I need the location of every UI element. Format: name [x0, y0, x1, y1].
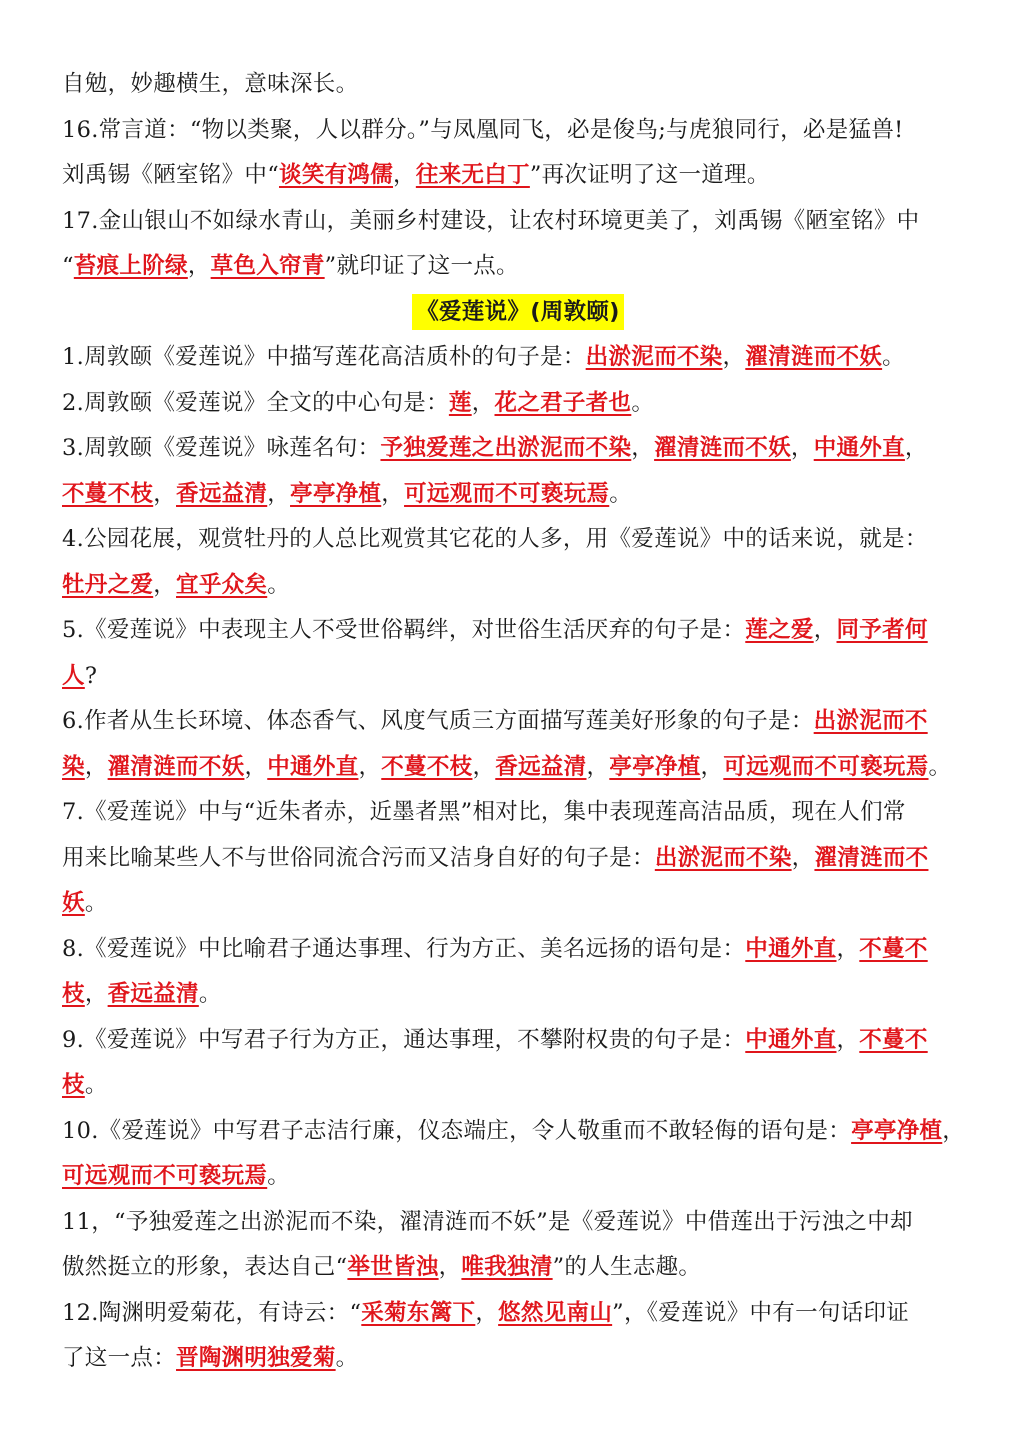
answer-highlight: 予独爱莲之出淤泥而不染: [380, 435, 632, 461]
line-text: ，: [722, 344, 746, 370]
line-text: ，: [471, 389, 495, 416]
line-text: ，: [358, 753, 382, 780]
text-line: [62, 1109, 974, 1155]
answer-highlight: 宜乎众矣: [176, 571, 268, 598]
text-line: [62, 1154, 974, 1200]
line-text: 。: [198, 981, 222, 1007]
line-text: ，: [438, 1254, 462, 1280]
answer-highlight: 中通外直: [813, 435, 905, 461]
answer-highlight: 同予者何: [836, 617, 928, 643]
answer-highlight: 举世皆浊: [347, 1254, 439, 1280]
line-text: 了这一点：: [62, 1345, 177, 1371]
answer-highlight: 往来无白丁: [415, 162, 530, 188]
line-text: ，: [904, 435, 928, 461]
line-text: ，: [586, 753, 610, 780]
line-text: ”就印证了这一点。: [324, 253, 519, 279]
line-text: 。: [84, 1072, 108, 1098]
text-line: [62, 381, 974, 427]
line-text: 4.公园花展，观赏牡丹的人总比观赏其它花的人多，用《爱莲说》中的话来说，就是：: [62, 526, 928, 552]
line-text: 。: [267, 571, 291, 598]
text-line: [62, 654, 974, 700]
line-text: 2.周敦颐《爱莲说》全文的中心句是：: [62, 389, 449, 416]
line-text: 6.作者从生长环境、体态香气、风度气质三方面描写莲美好形象的句子是：: [62, 708, 814, 734]
line-text: 。: [84, 890, 108, 916]
answer-highlight: 采菊东篱下: [361, 1299, 476, 1326]
line-text: ，: [187, 253, 211, 279]
line-text: ，: [836, 1026, 860, 1053]
line-text: ，: [381, 480, 405, 507]
text-line: [62, 108, 974, 154]
answer-highlight: 可远观而不可亵玩焉: [404, 480, 610, 507]
answer-highlight: 枝: [62, 1072, 85, 1098]
line-text: ，: [836, 935, 860, 962]
line-text: ，: [153, 480, 177, 507]
line-text: 1.周敦颐《爱莲说》中描写莲花高洁质朴的句子是：: [62, 344, 586, 370]
line-text: 9.《爱莲说》中写君子行为方正，通达事理，不攀附权贵的句子是：: [62, 1026, 746, 1053]
answer-highlight: 草色入帘青: [210, 253, 325, 279]
answer-highlight: 牡丹之爱: [62, 571, 154, 598]
line-text: ，: [631, 435, 655, 461]
section-title: 《爱莲说》(周敦颐): [412, 294, 624, 330]
line-text: 12.陶渊明爱菊花，有诗云：“: [62, 1299, 362, 1326]
text-line: [62, 563, 974, 609]
answer-highlight: 染: [62, 753, 85, 780]
line-text: 。: [267, 1163, 291, 1189]
text-line: [62, 1291, 974, 1337]
line-text: ，: [791, 844, 815, 871]
line-text: ，: [267, 480, 291, 507]
answer-highlight: 可远观而不可亵玩焉: [723, 753, 929, 780]
answer-highlight: 濯清涟而不妖: [654, 435, 791, 461]
text-line: [62, 1063, 974, 1109]
line-text: 3.周敦颐《爱莲说》咏莲名句：: [62, 435, 381, 461]
line-text: 17.金山银山不如绿水青山，美丽乡村建设，让农村环境更美了，刘禹锡《陋室铭》中: [62, 207, 920, 234]
answer-highlight: 亭亭净植: [609, 753, 701, 780]
text-line: [62, 244, 974, 290]
line-text: 。: [631, 389, 655, 416]
answer-highlight: 出淤泥而不染: [585, 344, 723, 370]
answer-highlight: 中通外直: [745, 935, 837, 962]
line-text: 8.《爱莲说》中比喻君子通达事理、行为方正、美名远扬的语句是：: [62, 935, 746, 962]
section-title-row: [62, 290, 974, 336]
text-line: [62, 1018, 974, 1064]
line-text: ，: [813, 617, 837, 643]
text-line: [62, 972, 974, 1018]
text-line: [62, 472, 974, 518]
line-text: ，: [153, 571, 177, 598]
line-text: 。: [928, 753, 952, 780]
line-text: ，: [84, 981, 108, 1007]
line-text: ?: [84, 662, 98, 689]
answer-highlight: 出淤泥而不: [813, 708, 928, 734]
answer-highlight: 莲: [448, 389, 472, 416]
answer-highlight: 人: [62, 662, 85, 689]
line-text: 。: [335, 1345, 359, 1371]
text-line: [62, 927, 974, 973]
text-line: [62, 1336, 974, 1382]
line-text: 16.常言道：“物以类聚，人以群分。”与凤凰同飞，必是俊鸟;与虎狼同行，必是猛兽!: [62, 116, 904, 143]
line-text: 用来比喻某些人不与世俗同流合污而又洁身自好的句子是：: [62, 844, 655, 871]
text-line: [62, 335, 974, 381]
answer-highlight: 中通外直: [745, 1026, 837, 1053]
answer-highlight: 唯我独清: [461, 1254, 553, 1280]
text-line: [62, 836, 974, 882]
line-text: ，: [700, 753, 724, 780]
answer-highlight: 中通外直: [267, 753, 359, 780]
line-text: 刘禹锡《陋室铭》中“: [62, 162, 280, 188]
answer-highlight: 香远益清: [107, 981, 199, 1007]
line-text: ”的人生志趣。: [552, 1254, 702, 1280]
answer-highlight: 濯清涟而不妖: [745, 344, 883, 370]
answer-highlight: 妖: [62, 890, 85, 916]
answer-highlight: 可远观而不可亵玩焉: [62, 1163, 268, 1189]
text-line: [62, 1200, 974, 1246]
answer-highlight: 不蔓不枝: [62, 480, 154, 507]
answer-highlight: 苔痕上阶绿: [73, 253, 188, 279]
line-text: 。: [882, 344, 905, 370]
answer-highlight: 晋陶渊明独爱菊: [176, 1345, 336, 1371]
line-text: 。: [609, 480, 633, 507]
line-text: ，: [244, 753, 268, 780]
line-text: ，: [84, 753, 108, 780]
line-text: ，: [790, 435, 814, 461]
text-line: [62, 62, 974, 108]
text-line: [62, 745, 974, 791]
text-line: [62, 881, 974, 927]
answer-highlight: 悠然见南山: [498, 1299, 613, 1326]
line-text: 自勉，妙趣横生，意味深长。: [62, 71, 359, 97]
text-line: [62, 790, 974, 836]
answer-highlight: 枝: [62, 981, 85, 1007]
text-line: [62, 199, 974, 245]
line-text: 5.《爱莲说》中表现主人不受世俗羁绊，对世俗生活厌弃的句子是：: [62, 617, 746, 643]
text-line: [62, 699, 974, 745]
answer-highlight: 亭亭净植: [851, 1117, 943, 1144]
answer-highlight: 不蔓不枝: [381, 753, 473, 780]
answer-highlight: 亭亭净植: [290, 480, 382, 507]
line-text: ，: [942, 1117, 966, 1144]
text-line: [62, 1245, 974, 1291]
answer-highlight: 香远益清: [176, 480, 268, 507]
line-text: ，: [472, 753, 496, 780]
line-text: “: [62, 253, 74, 279]
line-text: 11，“予独爱莲之出淤泥而不染，濯清涟而不妖”是《爱莲说》中借莲出于污浊之中却: [62, 1208, 913, 1235]
line-text: 10.《爱莲说》中写君子志洁行廉，仪态端庄，令人敬重而不敢轻侮的语句是：: [62, 1117, 852, 1144]
text-line: [62, 608, 974, 654]
line-text: ”，《爱莲说》中有一句话印证: [612, 1299, 910, 1326]
line-text: ”再次证明了这一道理。: [529, 162, 770, 188]
answer-highlight: 濯清涟而不妖: [107, 753, 245, 780]
answer-highlight: 谈笑有鸿儒: [279, 162, 394, 188]
answer-highlight: 濯清涟而不: [814, 844, 929, 871]
answer-highlight: 莲之爱: [745, 617, 814, 643]
line-text: ，: [393, 162, 416, 188]
answer-highlight: 花之君子者也: [494, 389, 632, 416]
line-text: 傲然挺立的形象，表达自己“: [62, 1254, 348, 1280]
text-line: [62, 153, 974, 199]
line-text: 7.《爱莲说》中与“近朱者赤，近墨者黑”相对比，集中表现莲高洁品质，现在人们常: [62, 799, 906, 825]
text-line: [62, 426, 974, 472]
text-line: [62, 517, 974, 563]
answer-highlight: 不蔓不: [859, 935, 928, 962]
answer-highlight: 出淤泥而不染: [654, 844, 792, 871]
line-text: ，: [475, 1299, 499, 1326]
answer-highlight: 不蔓不: [859, 1026, 928, 1053]
answer-highlight: 香远益清: [495, 753, 587, 780]
